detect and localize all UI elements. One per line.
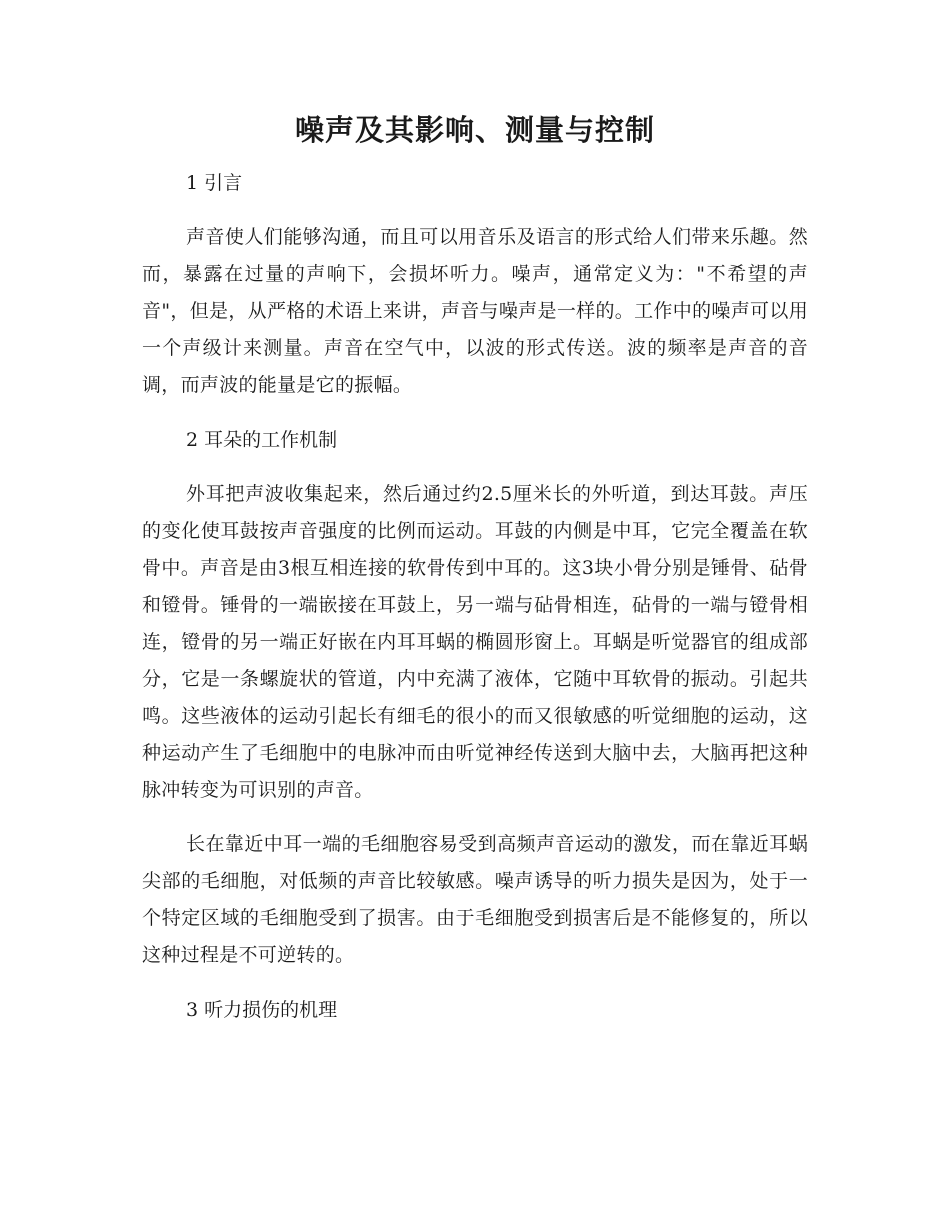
document-title: 噪声及其影响、测量与控制 — [294, 113, 655, 147]
section-ear-mechanism — [142, 421, 808, 991]
section-heading: 2 耳朵的工作机制 — [186, 429, 338, 451]
section-heading: 1 引言 — [186, 172, 243, 194]
section-heading: 3 听力损伤的机理 — [186, 999, 338, 1021]
document-body — [142, 164, 808, 1029]
section-hearing-damage — [142, 991, 808, 1029]
paragraph: 声音使人们能够沟通，而且可以用音乐及语言的形式给人们带来乐趣。然而，暴露在过量的声响下，会损坏听力。噪声，通常定义为："不希望的声音"，但是，从严格的术语上来讲，声音与噪声是一样的。工作中的噪声可以用一个声级计来测量。声音在空气中，以波的形式传送。波的频率是声音的音调，而声波的能量是它的振幅。 — [142, 226, 808, 396]
section-introduction — [142, 164, 808, 421]
paragraph: 长在靠近中耳一端的毛细胞容易受到高频声音运动的激发，而在靠近耳蜗尖部的毛细胞，对低频的声音比较敏感。噪声诱导的听力损失是因为，处于一个特定区域的毛细胞受到了损害。由于毛细胞受到损害后是不能修复的，所以这种过程是不可逆转的。 — [142, 833, 808, 966]
paragraph: 外耳把声波收集起来，然后通过约2.5厘米长的外听道，到达耳鼓。声压的变化使耳鼓按声音强度的比例而运动。耳鼓的内侧是中耳，它完全覆盖在软骨中。声音是由3根互相连接的软骨传到中耳的。这3块小骨分别是锤骨、砧骨和镫骨。锤骨的一端嵌接在耳鼓上，另一端与砧骨相连，砧骨的一端与镫骨相连，镫骨的另一端正好嵌在内耳耳蜗的椭圆形窗上。耳蜗是听觉器官的组成部分，它是一条螺旋状的管道，内中充满了液体，它随中耳软骨的振动。引起共鸣。这些液体的运动引起长有细毛的很小的而又很敏感的听觉细胞的运动，这种运动产生了毛细胞中的电脉冲而由听觉神经传送到大脑中去，大脑再把这种脉冲转变为可识别的声音。 — [142, 483, 808, 801]
